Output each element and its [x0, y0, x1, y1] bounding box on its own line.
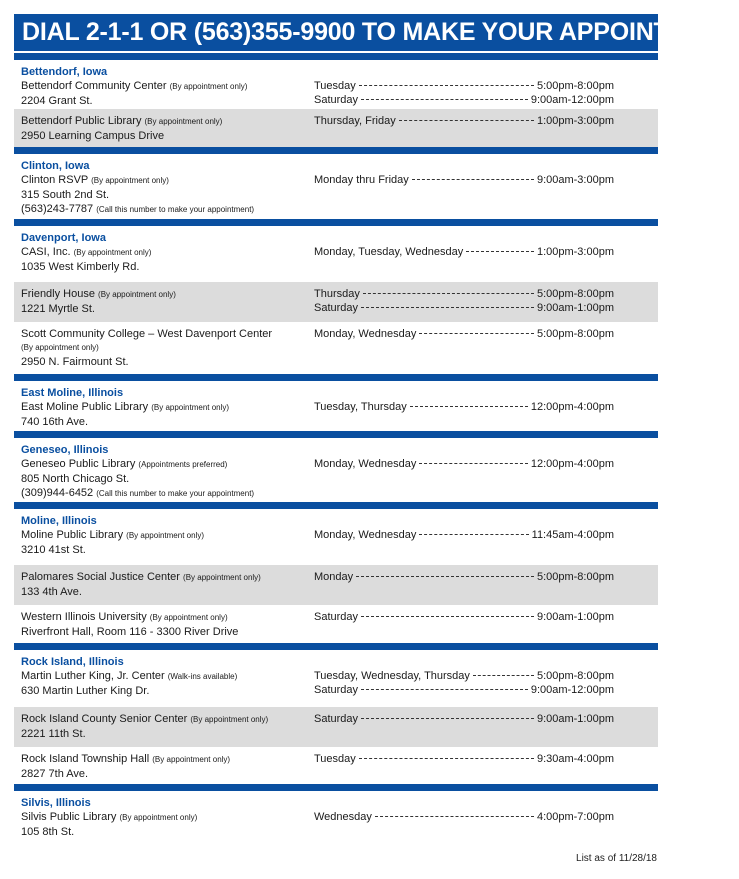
dotted-leader [356, 576, 534, 577]
city-heading: Moline, Illinois [21, 515, 97, 527]
schedule-line [314, 287, 614, 301]
schedule [314, 114, 614, 128]
schedule [314, 327, 614, 341]
phone-note: (Call this number to make your appointment) [96, 489, 255, 498]
section-divider [14, 784, 658, 791]
schedule [314, 570, 614, 584]
location-name: Clinton RSVP [21, 174, 89, 186]
schedule [314, 457, 614, 471]
dotted-leader [410, 406, 528, 407]
location-info [21, 796, 309, 839]
location-row [14, 650, 658, 707]
schedule-line [314, 114, 614, 128]
location-name-line [21, 752, 309, 767]
schedule-time: 5:00pm-8:00pm [536, 670, 614, 682]
schedule-line [314, 173, 614, 187]
phone-note: (Call this number to make your appointment) [96, 205, 255, 214]
dotted-leader [419, 333, 534, 334]
schedule-day: Tuesday [314, 80, 356, 92]
schedule-line [314, 683, 614, 697]
location-info [21, 114, 309, 143]
schedule-line [314, 712, 614, 726]
location-row [14, 226, 658, 282]
schedule [314, 173, 614, 187]
schedule-day: Monday [314, 571, 354, 583]
location-row [14, 282, 658, 322]
schedule-line [314, 245, 614, 259]
address-line: 105 8th St. [21, 826, 75, 838]
dotted-leader [466, 251, 534, 252]
location-name: East Moline Public Library [21, 401, 149, 413]
appointment-note: (By appointment only) [73, 248, 152, 257]
schedule-line [314, 79, 614, 93]
section-divider [14, 643, 658, 650]
schedule-time: 5:00pm-8:00pm [536, 328, 614, 340]
location-row [14, 381, 658, 431]
phone-number: (309)944-6452 [21, 487, 94, 499]
location-row [14, 109, 658, 147]
schedule-line [314, 752, 614, 766]
schedule-line [314, 327, 614, 341]
location-row [14, 438, 658, 502]
schedule-line [314, 93, 614, 107]
dotted-leader [375, 816, 534, 817]
location-name: Moline Public Library [21, 529, 124, 541]
schedule-time: 9:00am-12:00pm [530, 684, 614, 696]
appointment-note: (By appointment only) [91, 176, 169, 185]
schedule-day: Monday, Wednesday [314, 458, 417, 470]
address-line: 2221 11th St. [21, 728, 86, 740]
schedule-day: Saturday [314, 302, 359, 314]
schedule-line [314, 610, 614, 624]
location-name: Bettendorf Public Library [21, 115, 142, 127]
dotted-leader [361, 616, 534, 617]
dotted-leader [359, 758, 534, 759]
appointment-note: (Appointments preferred) [138, 460, 228, 469]
dotted-leader [363, 293, 534, 294]
location-info [21, 327, 309, 369]
address-line: 2827 7th Ave. [21, 768, 89, 780]
location-name: Bettendorf Community Center [21, 80, 167, 92]
schedule-time: 9:00am-1:00pm [536, 611, 614, 623]
location-info [21, 570, 309, 599]
appointment-note: (By appointment only) [119, 813, 198, 822]
schedule-day: Tuesday [314, 753, 356, 765]
location-name-line [21, 610, 309, 625]
address-line: 1221 Myrtle St. [21, 303, 95, 315]
schedule-line [314, 400, 614, 414]
section-divider [14, 431, 658, 438]
location-name-line [21, 79, 309, 94]
city-heading: East Moline, Illinois [21, 387, 124, 399]
schedule-time: 9:00am-1:00pm [536, 302, 614, 314]
schedule-line [314, 301, 614, 315]
location-row [14, 154, 658, 219]
schedule-time: 9:00am-3:00pm [536, 174, 614, 186]
city-heading: Rock Island, Illinois [21, 656, 124, 668]
location-info [21, 159, 309, 217]
location-row [14, 747, 658, 784]
dotted-leader [412, 179, 534, 180]
phone-line [21, 486, 309, 501]
list-date: List as of 11/28/18 [576, 853, 657, 864]
section-divider [14, 374, 658, 381]
appointment-note: (By appointment only) [149, 613, 228, 622]
location-name: Western Illinois University [21, 611, 147, 623]
address-line: 2204 Grant St. [21, 95, 93, 107]
schedule-day: Tuesday, Thursday [314, 401, 407, 413]
location-info [21, 610, 309, 639]
schedule-day: Thursday [314, 288, 360, 300]
schedule-time: 11:45am-4:00pm [531, 529, 614, 541]
location-name-line [21, 528, 309, 543]
schedule-day: Wednesday [314, 811, 372, 823]
location-name: Silvis Public Library [21, 811, 117, 823]
location-name-line [21, 114, 309, 129]
schedule [314, 528, 614, 542]
dotted-leader [361, 307, 534, 308]
location-info [21, 65, 309, 108]
dotted-leader [359, 85, 534, 86]
section-divider [14, 53, 658, 60]
address-line: 1035 West Kimberly Rd. [21, 261, 140, 273]
location-info [21, 655, 309, 698]
appointment-note: (By appointment only) [98, 290, 176, 299]
schedule [314, 669, 614, 697]
schedule [314, 79, 614, 107]
location-name-line [21, 712, 309, 727]
schedule [314, 287, 614, 315]
location-name: Martin Luther King, Jr. Center [21, 670, 165, 682]
location-name: Friendly House [21, 288, 95, 300]
schedule [314, 245, 614, 259]
schedule-day: Tuesday, Wednesday, Thursday [314, 670, 470, 682]
schedule-time: 5:00pm-8:00pm [536, 288, 614, 300]
schedule-line [314, 669, 614, 683]
schedule-line [314, 457, 614, 471]
schedule-day: Monday, Wednesday [314, 328, 417, 340]
schedule-day: Saturday [314, 611, 359, 623]
schedule-day: Monday, Wednesday [314, 529, 417, 541]
schedule-time: 12:00pm-4:00pm [530, 401, 614, 413]
appointment-note: (By appointment only) [151, 403, 230, 412]
location-name-line [21, 400, 309, 415]
schedule [314, 610, 614, 624]
schedule [314, 400, 614, 414]
schedule-line [314, 528, 614, 542]
dotted-leader [399, 120, 534, 121]
schedule-time: 1:00pm-3:00pm [536, 246, 614, 258]
address-line: Riverfront Hall, Room 116 - 3300 River Drive [21, 626, 239, 638]
section-divider [14, 219, 658, 226]
schedule-time: 1:00pm-3:00pm [536, 115, 614, 127]
location-row [14, 791, 658, 851]
location-name-line [21, 245, 309, 260]
address-line: 3210 41st St. [21, 544, 86, 556]
address-line: 133 4th Ave. [21, 586, 82, 598]
schedule-line [314, 810, 614, 824]
section-divider [14, 502, 658, 509]
city-heading: Davenport, Iowa [21, 232, 106, 244]
appointment-note: (By appointment only) [190, 715, 269, 724]
schedule-day: Saturday [314, 713, 359, 725]
address-line: 2950 Learning Campus Drive [21, 130, 165, 142]
address-line: 630 Martin Luther King Dr. [21, 685, 150, 697]
location-name-line [21, 669, 309, 684]
location-row [14, 322, 658, 374]
schedule-line [314, 570, 614, 584]
location-name-line [21, 173, 309, 188]
address-line: 740 16th Ave. [21, 416, 89, 428]
location-info [21, 386, 309, 429]
schedule-time: 5:00pm-8:00pm [536, 571, 614, 583]
location-info [21, 514, 309, 557]
location-row [14, 605, 658, 643]
location-name-line [21, 570, 309, 585]
schedule-time: 9:00am-1:00pm [536, 713, 614, 725]
city-heading: Silvis, Illinois [21, 797, 91, 809]
location-info [21, 752, 309, 781]
location-info [21, 712, 309, 741]
schedule-day: Monday, Tuesday, Wednesday [314, 246, 464, 258]
dotted-leader [361, 718, 534, 719]
location-row [14, 565, 658, 605]
location-info [21, 287, 309, 316]
schedule-day: Thursday, Friday [314, 115, 396, 127]
schedule-time: 5:00pm-8:00pm [536, 80, 614, 92]
phone-number: (563)243-7787 [21, 203, 94, 215]
appointment-note: (By appointment only) [152, 755, 231, 764]
location-name: CASI, Inc. [21, 246, 71, 258]
appointment-note: (By appointment only) [126, 531, 204, 540]
city-heading: Bettendorf, Iowa [21, 66, 108, 78]
location-name: Palomares Social Justice Center [21, 571, 180, 583]
schedule-time: 4:00pm-7:00pm [536, 811, 614, 823]
location-name: Geneseo Public Library [21, 458, 136, 470]
schedule-time: 12:00pm-4:00pm [530, 458, 614, 470]
location-name-line [21, 810, 309, 825]
location-name: Scott Community College – West Davenport Center [21, 328, 273, 340]
schedule-time: 9:00am-12:00pm [530, 94, 614, 106]
section-divider [14, 147, 658, 154]
location-row [14, 707, 658, 747]
schedule-time: 9:30am-4:00pm [536, 753, 614, 765]
dotted-leader [361, 99, 528, 100]
location-info [21, 231, 309, 274]
dotted-leader [419, 534, 528, 535]
dotted-leader [473, 675, 534, 676]
appointment-note: (By appointment only) [144, 117, 223, 126]
address-line: 805 North Chicago St. [21, 473, 130, 485]
location-row [14, 60, 658, 109]
location-name: Rock Island County Senior Center [21, 713, 188, 725]
location-name: Rock Island Township Hall [21, 753, 150, 765]
schedule-day: Saturday [314, 684, 359, 696]
appointment-note: (By appointment only) [169, 82, 248, 91]
location-row [14, 509, 658, 565]
city-heading: Geneseo, Illinois [21, 444, 109, 456]
location-info [21, 443, 309, 501]
address-line: 2950 N. Fairmount St. [21, 356, 129, 368]
location-name-line [21, 327, 309, 341]
dotted-leader [419, 463, 528, 464]
appointment-note: (Walk-ins available) [167, 672, 238, 681]
page-title: DIAL 2-1-1 OR (563)355-9900 TO MAKE YOUR APPOINTMENT [14, 14, 658, 51]
appointment-note: (By appointment only) [21, 343, 99, 352]
phone-line [21, 202, 309, 217]
location-name-line [21, 457, 309, 472]
appointment-note: (By appointment only) [183, 573, 261, 582]
schedule [314, 752, 614, 766]
schedule-day: Monday thru Friday [314, 174, 409, 186]
location-name-line [21, 287, 309, 302]
schedule [314, 712, 614, 726]
schedule [314, 810, 614, 824]
schedule-day: Saturday [314, 94, 359, 106]
dotted-leader [361, 689, 528, 690]
address-line: 315 South 2nd St. [21, 189, 110, 201]
city-heading: Clinton, Iowa [21, 160, 90, 172]
